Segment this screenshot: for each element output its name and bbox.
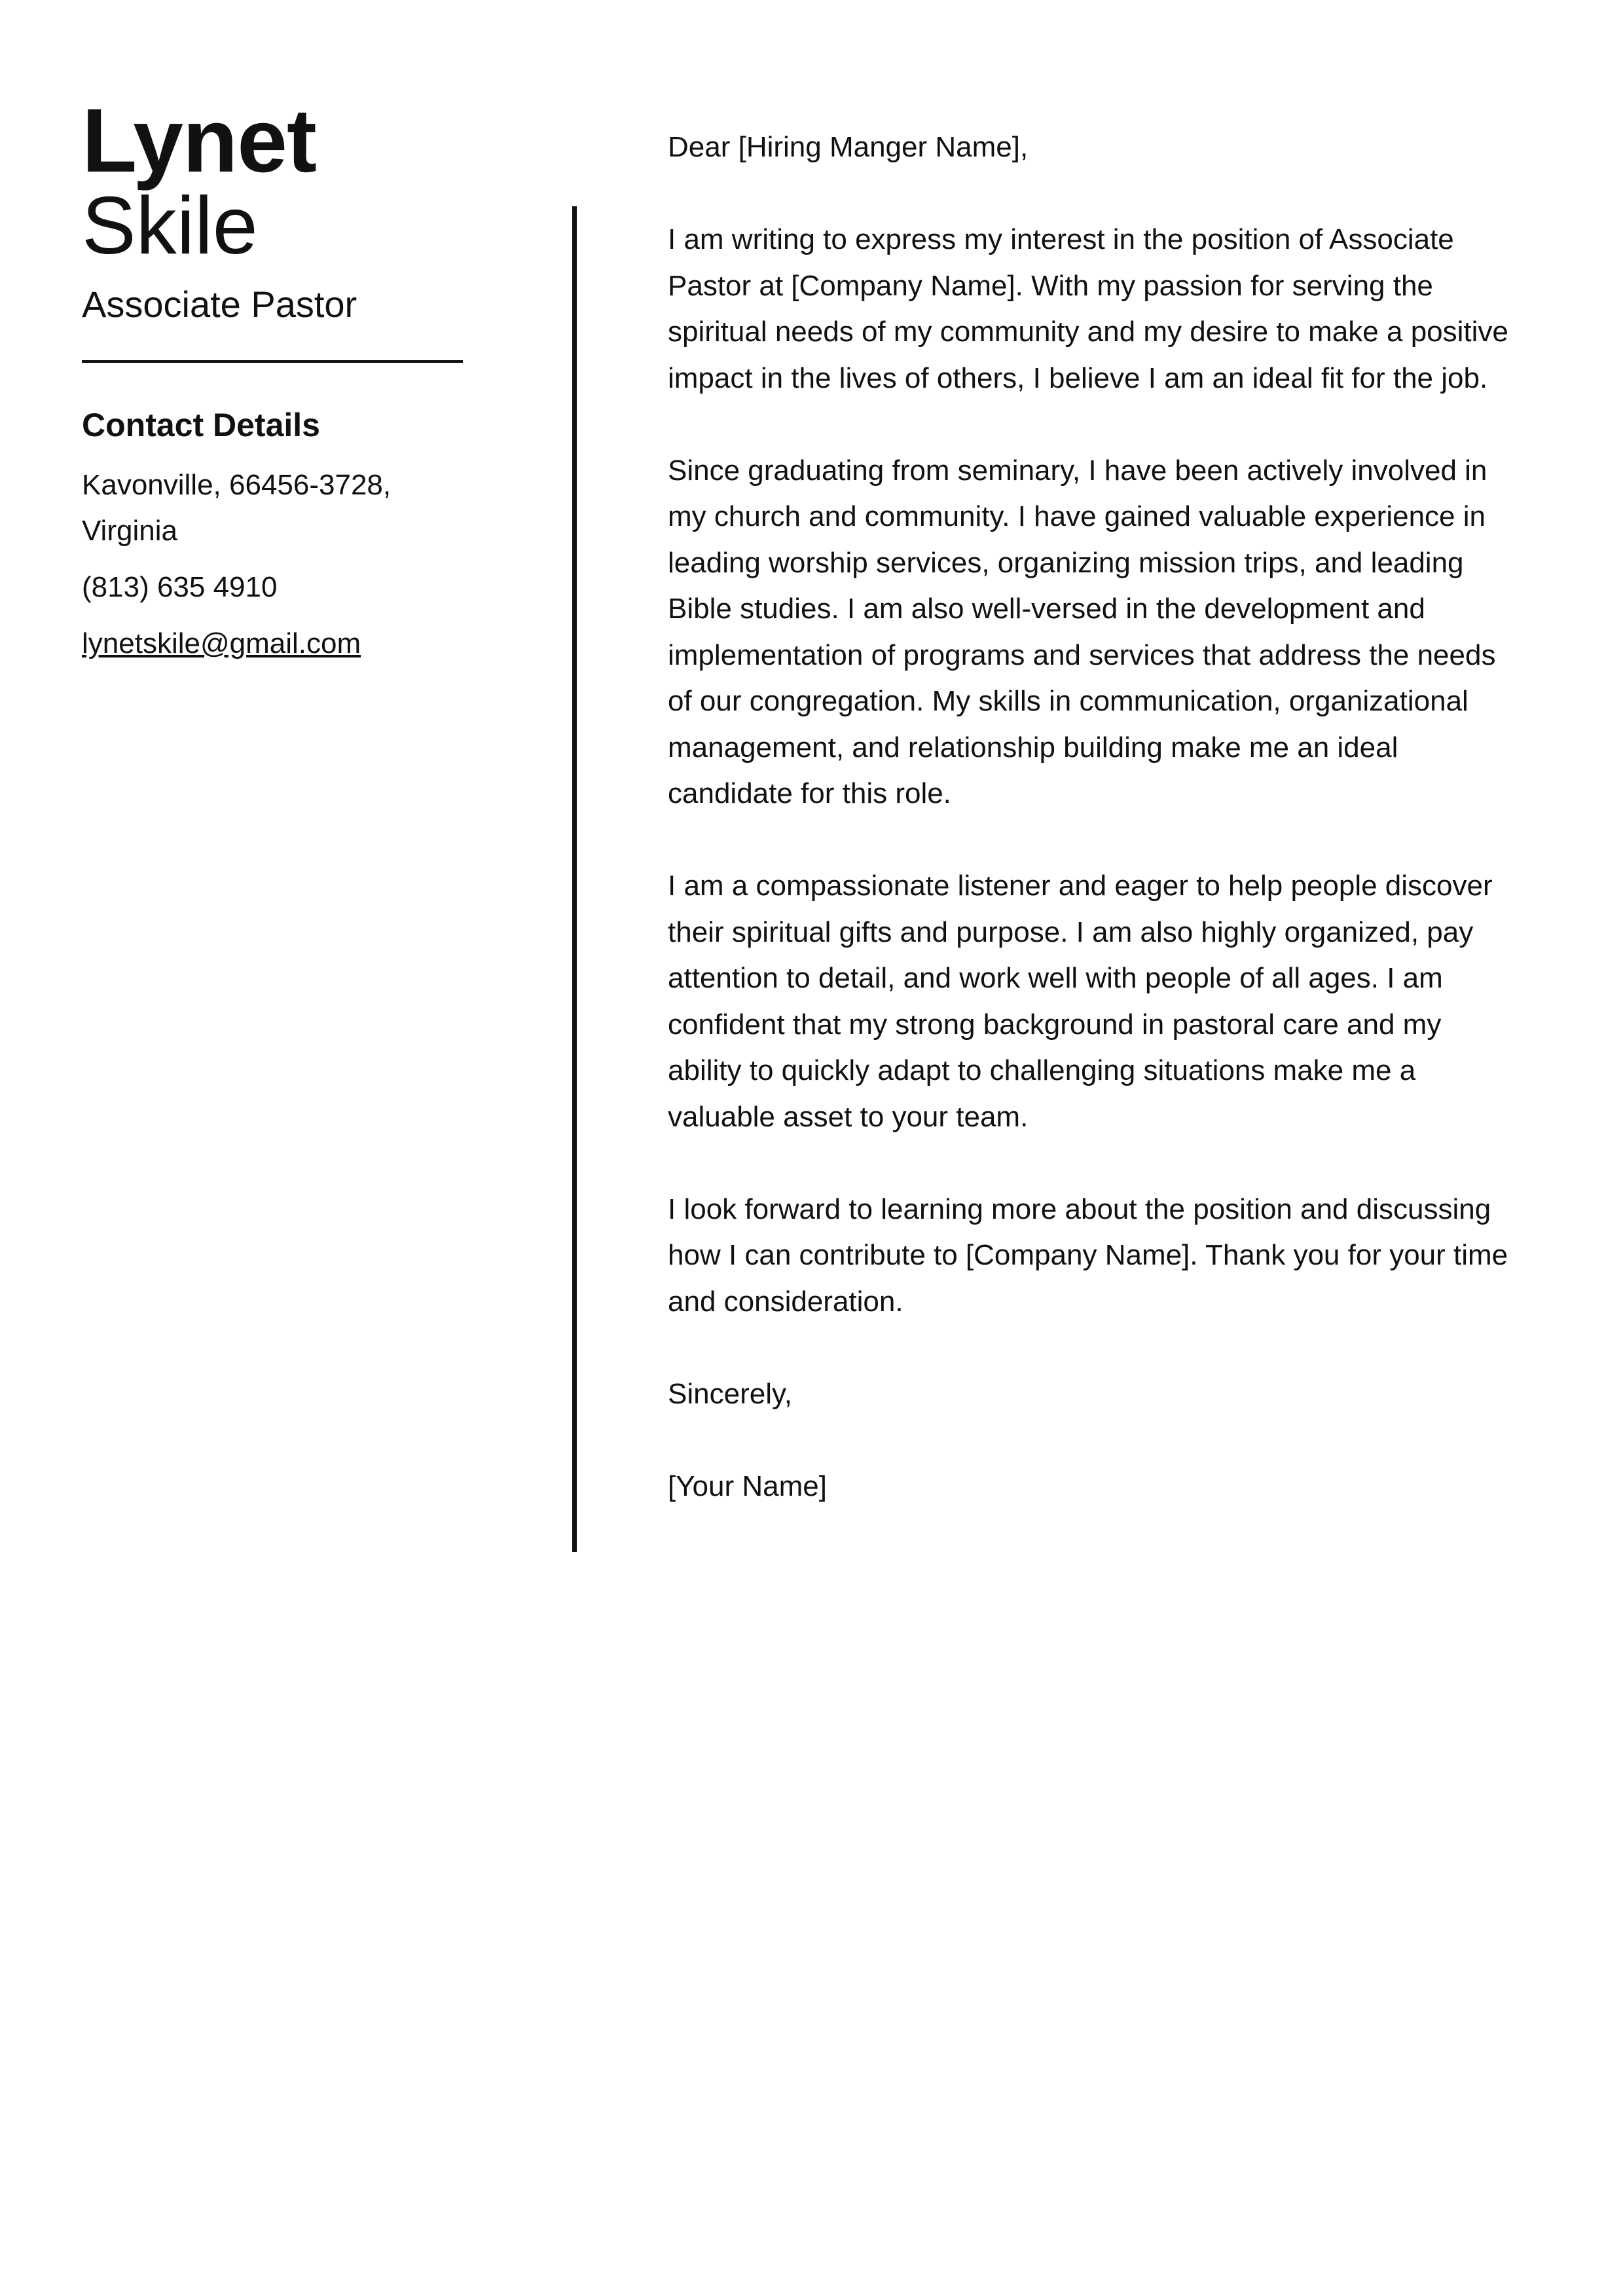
vertical-divider [572, 206, 577, 1552]
letter-paragraph: I look forward to learning more about the position and discussing how I can contribute to [Company Name]. Thank you for your time and consideration. [668, 1193, 1508, 1318]
contact-heading: Contact Details [82, 407, 320, 443]
letter-paragraph: Since graduating from seminary, I have been actively involved in my church and community. I have gained valuable experience in leading worship services, organizing mission trips, and leading Bible studies. I am also well-versed in the development and implementation of programs and services that address the needs of our congregation. My skills in communication, organizational management, and relationship building make me an ideal candidate for this role. [668, 454, 1496, 809]
letter-body [668, 124, 1512, 1509]
first-name: Lynet [82, 90, 316, 191]
contact-phone: (813) 635 4910 [82, 571, 278, 603]
sidebar [82, 90, 475, 667]
letter-closing: Sincerely, [668, 1377, 792, 1410]
job-title: Associate Pastor [82, 284, 357, 325]
letter-paragraph: I am writing to express my interest in the position of Associate Pastor at [Company Name]. With my passion for serving the spiritual needs of my community and my desire to make a positive impact in the lives of others, I believe I am an ideal fit for the job. [668, 223, 1508, 394]
last-name: Skile [82, 181, 258, 271]
letter-paragraph: I am a compassionate listener and eager to help people discover their spiritual gifts and purpose. I am also highly organized, pay attention to detail, and work well with people of all ages. I am confident that my strong background in pastoral care and my ability to quickly adapt to challenging situations make me a valuable asset to your team. [668, 870, 1493, 1133]
contact-address: Kavonville, 66456-3728, Virginia [82, 469, 392, 547]
letter-salutation: Dear [Hiring Manger Name], [668, 131, 1029, 163]
contact-email-link[interactable]: lynetskile@gmail.com [82, 627, 361, 659]
title-divider [82, 360, 463, 363]
letter-signature: [Your Name] [668, 1470, 827, 1502]
